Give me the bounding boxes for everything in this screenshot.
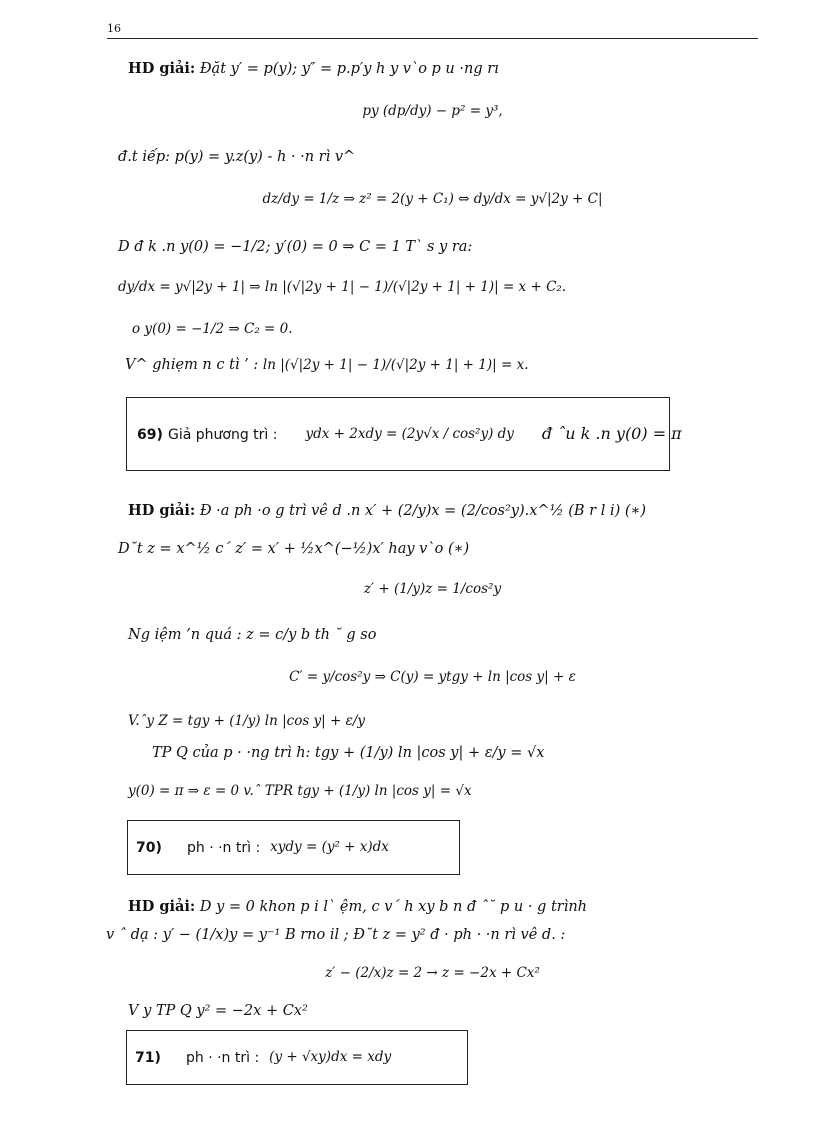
line-text: D y = 0 khon p i l` ệm, c v´ h xy b n đ ˆ˘ p u · g trình <box>199 899 588 915</box>
equation-line: o y(0) = −1/2 ⇒ C₂ = 0. <box>132 321 293 337</box>
problem-box-70 <box>127 820 460 875</box>
problem-equation: ydx + 2xdy = (2y√x / cos²y) dy <box>305 425 514 442</box>
line-text: Đ ·a ph ·o g trı̀ vê d .n x′ + (2/y)x = (2/cos²y).x^½ (B r l i) (∗) <box>199 503 647 519</box>
equation-line: z′ − (2/x)z = 2 → z = −2x + Cx² <box>325 965 540 981</box>
inline-equation: ln |(√|2y + 1| − 1)/(√|2y + 1| + 1)| = x. <box>262 357 529 373</box>
equation-line: dz/dy = 1/z ⇒ z² = 2(y + C₁) ⇔ dy/dx = y√|2y + C| <box>262 191 603 207</box>
solution-line: D đ k .n y(0) = −1/2; y′(0) = 0 ⇒ C = 1 T` s y ra: <box>118 239 473 255</box>
header-rule <box>107 38 758 39</box>
problem-box-71 <box>126 1030 468 1085</box>
equation-line: py (dp/dy) − p² = y³, <box>362 103 503 119</box>
equation-line: y(0) = π ⇒ ε = 0 v.ˆ TPR tgy + (1/y) ln |cos y| = √x <box>128 783 472 799</box>
solution-line: D˘t z = x^½ c´ z′ = x′ + ½x^(−½)x′ hay v`o (∗) <box>118 541 470 557</box>
equation-line: z′ + (1/y)z = 1/cos²y <box>363 581 502 597</box>
solution-line: v ˆ dạ : y′ − (1/x)y = y⁻¹ B rno il ; Đ˘t z = y² đ · ph · ·n rı̀ vê d. : <box>106 927 566 943</box>
problem-content <box>136 837 389 856</box>
problem-label: ph · ·n trı̀ : <box>185 1050 260 1066</box>
equation-line: dy/dx = y√|2y + 1| ⇒ ln |(√|2y + 1| − 1)/(√|2y + 1| + 1)| = x + C₂. <box>118 279 567 295</box>
hd-label: HD giải: <box>128 60 196 77</box>
solution-line: Ng iệm ’n quá : z = c/y b th ˘ g so <box>128 627 377 643</box>
problem-content <box>137 424 682 443</box>
solution-line <box>128 502 646 520</box>
solution-line <box>125 356 528 374</box>
problem-number: 69) <box>137 427 163 443</box>
solution-line <box>128 898 587 916</box>
solution-line <box>128 60 499 78</box>
equation-line: V.ˆy Z = tgy + (1/y) ln |cos y| + ε/y <box>128 713 366 729</box>
problem-label: ph · ·n trı̀ : <box>186 840 261 856</box>
line-text: Đặt y′ = p(y); y″ = p.p′y h y v`o p u ·ng rı <box>199 61 499 77</box>
problem-content <box>135 1047 391 1066</box>
page-number: 16 <box>107 22 121 35</box>
problem-number: 71) <box>135 1050 161 1066</box>
problem-label: Giả phương trı̀ : <box>167 427 278 443</box>
equation-line: C′ = y/cos²y ⇒ C(y) = ytgy + ln |cos y| + ε <box>289 669 576 685</box>
problem-equation: (y + √xy)dx = xdy <box>269 1048 392 1065</box>
solution-line: TP Q của p · ·ng trı̀ h: tgy + (1/y) ln |cos y| + ε/y = √x <box>152 745 545 761</box>
problem-equation: xydy = (y² + x)dx <box>270 838 389 855</box>
problem-box-69 <box>126 397 682 471</box>
line-text: V^ ghiẹm n c tı̀ ’ : <box>125 357 259 373</box>
hd-label: HD giải: <box>128 502 196 519</box>
solution-line: V y TP Q y² = −2x + Cx² <box>128 1003 308 1019</box>
problem-condition: đ ˆu k .n y(0) = π <box>541 424 682 443</box>
problem-number: 70) <box>136 840 162 856</box>
solution-line: đ.t iếp: p(y) = y.z(y) - h · ·n rı̀ v^ <box>118 149 356 165</box>
hd-label: HD giải: <box>128 898 196 915</box>
